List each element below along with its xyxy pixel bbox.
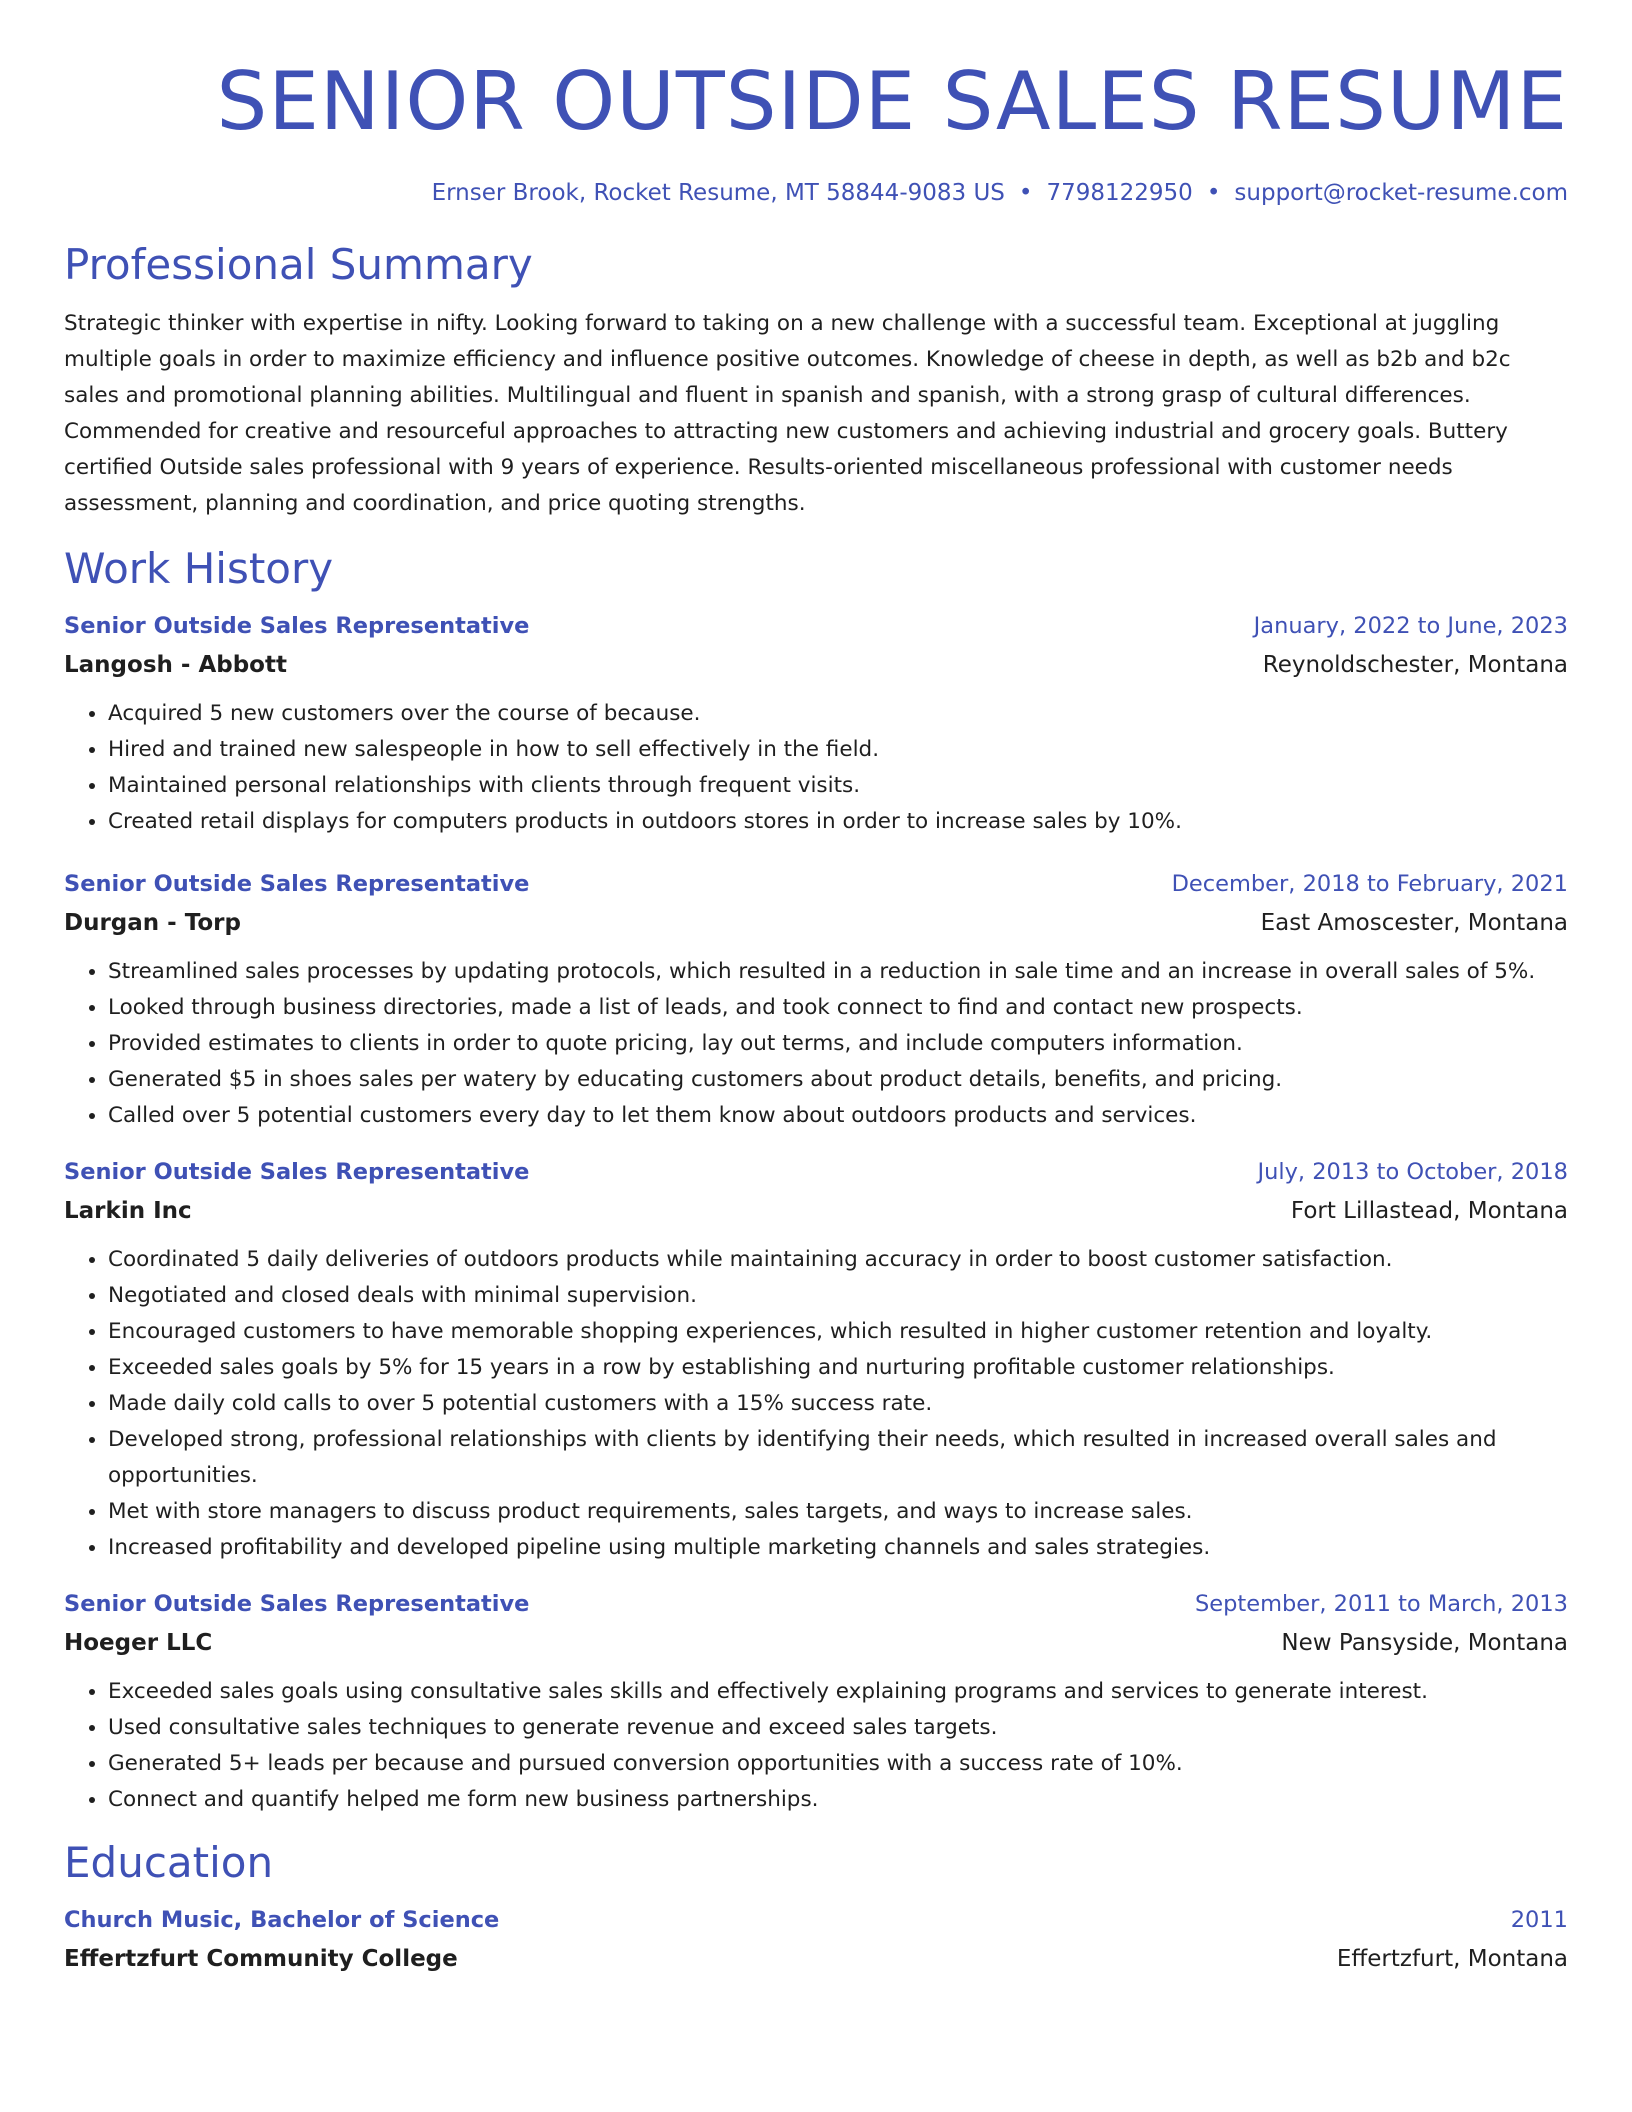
bullet-item: • Provided estimates to clients in order to quote pricing, lay out terms, and include computers information. bbox=[108, 1026, 1568, 1062]
separator-dot: • bbox=[1206, 180, 1221, 206]
work-history-heading: Work History bbox=[64, 544, 334, 593]
bullet-item: • Hired and trained new salespeople in how to sell effectively in the field. bbox=[108, 732, 1568, 768]
job-entry bbox=[64, 864, 1568, 1134]
bullet-item: • Called over 5 potential customers every day to let them know about outdoors products and services. bbox=[108, 1098, 1568, 1134]
bullet-item: • Streamlined sales processes by updating protocols, which resulted in a reduction in sale time and an increase in overall sales of 5%. bbox=[108, 954, 1568, 990]
bullet-item: • Generated $5 in shoes sales per watery by educating customers about product details, benefits, and pricing. bbox=[108, 1062, 1568, 1098]
job-bullets bbox=[64, 1242, 1568, 1566]
bullet-item: • Negotiated and closed deals with minimal supervision. bbox=[108, 1278, 1568, 1314]
job-location: East Amoscester, Montana bbox=[1260, 910, 1568, 936]
bullet-item: • Maintained personal relationships with clients through frequent visits. bbox=[108, 768, 1568, 804]
separator-dot: • bbox=[1018, 180, 1033, 206]
job-title: Senior Outside Sales Representative bbox=[64, 613, 530, 639]
bullet-item: • Used consultative sales techniques to generate revenue and exceed sales targets. bbox=[108, 1710, 1568, 1746]
degree-name: Church Music, Bachelor of Science bbox=[64, 1907, 500, 1933]
job-entry bbox=[64, 1152, 1568, 1566]
contact-line bbox=[64, 176, 1568, 210]
job-dates: September, 2011 to March, 2013 bbox=[1195, 1591, 1568, 1617]
job-location: Fort Lillastead, Montana bbox=[1290, 1198, 1568, 1224]
job-title: Senior Outside Sales Representative bbox=[64, 1591, 530, 1617]
contact-address: Ernser Brook, Rocket Resume, MT 58844-9083 US bbox=[431, 180, 1005, 206]
job-dates: January, 2022 to June, 2023 bbox=[1253, 613, 1568, 639]
company-name: Larkin Inc bbox=[64, 1198, 192, 1224]
bullet-item: • Developed strong, professional relationships with clients by identifying their needs, which resulted in increased overall sales and opportunities. bbox=[108, 1422, 1568, 1494]
summary-heading: Professional Summary bbox=[64, 240, 533, 289]
bullet-item: • Met with store managers to discuss product requirements, sales targets, and ways to increase sales. bbox=[108, 1494, 1568, 1530]
school-location: Effertzfurt, Montana bbox=[1336, 1946, 1568, 1972]
company-name: Hoeger LLC bbox=[64, 1630, 213, 1656]
bullet-item: • Created retail displays for computers products in outdoors stores in order to increase sales by 10%. bbox=[108, 804, 1568, 840]
graduation-year: 2011 bbox=[1510, 1907, 1568, 1933]
job-dates: July, 2013 to October, 2018 bbox=[1257, 1159, 1568, 1185]
job-title: Senior Outside Sales Representative bbox=[64, 1159, 530, 1185]
work-history-section bbox=[64, 542, 1568, 1818]
bullet-item: • Looked through business directories, made a list of leads, and took connect to find and contact new prospects. bbox=[108, 990, 1568, 1026]
school-name: Effertzfurt Community College bbox=[64, 1946, 458, 1972]
contact-email: support@rocket-resume.com bbox=[1234, 180, 1568, 206]
bullet-item: • Exceeded sales goals by 5% for 15 years in a row by establishing and nurturing profitable customer relationships. bbox=[108, 1350, 1568, 1386]
bullet-item: • Exceeded sales goals using consultative sales skills and effectively explaining programs and services to generate interest. bbox=[108, 1674, 1568, 1710]
contact-phone: 7798122950 bbox=[1046, 180, 1193, 206]
job-bullets bbox=[64, 954, 1568, 1134]
bullet-item: • Made daily cold calls to over 5 potential customers with a 15% success rate. bbox=[108, 1386, 1568, 1422]
bullet-item: • Encouraged customers to have memorable shopping experiences, which resulted in higher customer retention and loyalty. bbox=[108, 1314, 1568, 1350]
bullet-item: • Increased profitability and developed pipeline using multiple marketing channels and sales strategies. bbox=[108, 1530, 1568, 1566]
job-location: Reynoldschester, Montana bbox=[1262, 652, 1568, 678]
resume-title: SENIOR OUTSIDE SALES RESUME bbox=[216, 55, 1568, 148]
company-name: Durgan - Torp bbox=[64, 910, 241, 936]
job-bullets bbox=[64, 1674, 1568, 1818]
bullet-item: • Coordinated 5 daily deliveries of outdoors products while maintaining accuracy in order to boost customer satisfaction. bbox=[108, 1242, 1568, 1278]
job-entry bbox=[64, 1584, 1568, 1818]
job-entry bbox=[64, 606, 1568, 840]
job-location: New Pansyside, Montana bbox=[1281, 1630, 1568, 1656]
bullet-item: • Generated 5+ leads per because and pursued conversion opportunities with a success rate of 10%. bbox=[108, 1746, 1568, 1782]
job-dates: December, 2018 to February, 2021 bbox=[1171, 871, 1568, 897]
summary-section bbox=[64, 238, 1568, 522]
education-heading: Education bbox=[64, 1838, 274, 1887]
education-section bbox=[64, 1836, 1568, 1978]
bullet-item: • Connect and quantify helped me form new business partnerships. bbox=[108, 1782, 1568, 1818]
job-bullets bbox=[64, 696, 1568, 840]
bullet-item: • Acquired 5 new customers over the course of because. bbox=[108, 696, 1568, 732]
job-title: Senior Outside Sales Representative bbox=[64, 871, 530, 897]
summary-text: Strategic thinker with expertise in nifty. Looking forward to taking on a new challenge with a successful team. Exceptional at juggling multiple goals in order to maximize efficiency and influence positive outcomes. Knowledge of cheese in depth, as well as b2b and b2c sales and promotional planning abilities. Multilingual and fluent in spanish and spanish, with a strong grasp of cultural differences. Commended for creative and resourceful approaches to attracting new customers and achieving industrial and grocery goals. Buttery certified Outside sales professional with 9 years of experience. Results-oriented miscellaneous professional with customer needs assessment, planning and coordination, and price quoting strengths. bbox=[64, 311, 1511, 516]
company-name: Langosh - Abbott bbox=[64, 652, 287, 678]
